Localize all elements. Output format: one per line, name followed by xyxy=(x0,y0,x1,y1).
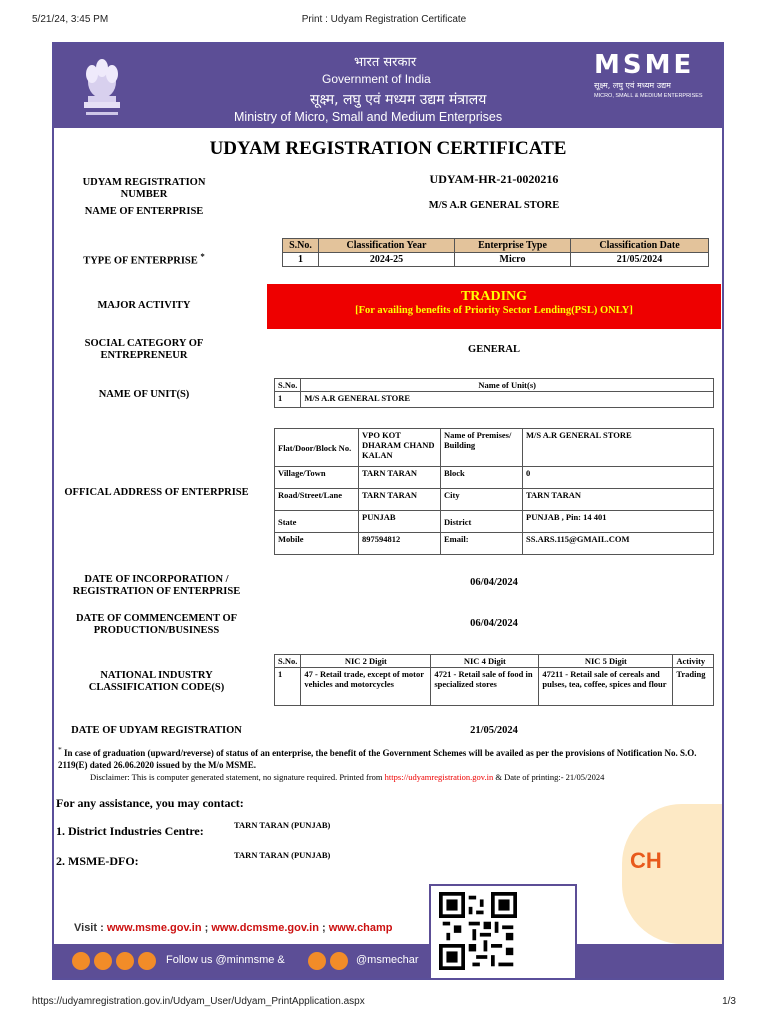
visit-url-dcmsme[interactable]: www.dcmsme.gov.in xyxy=(211,922,319,934)
type-of-enterprise-label xyxy=(64,250,224,268)
cell-classification-date: 21/05/2024 xyxy=(571,253,709,267)
col-sno: S.No. xyxy=(275,655,301,668)
note-star: * xyxy=(58,745,62,754)
qr-code-icon xyxy=(439,892,517,970)
flat-label: Flat/Door/Block No. xyxy=(275,429,359,467)
classification-header-row xyxy=(283,239,709,253)
block-label: Block xyxy=(441,467,523,489)
cell-unit-name: M/S A.R GENERAL STORE xyxy=(301,392,714,408)
certificate-title: UDYAM REGISTRATION CERTIFICATE xyxy=(209,138,567,159)
enterprise-name-label: NAME OF ENTERPRISE xyxy=(84,206,204,217)
print-title: Print : Udyam Registration Certificate xyxy=(301,14,467,25)
nic-label-1: NATIONAL INDUSTRY xyxy=(100,670,213,681)
district-label: District xyxy=(441,511,523,533)
col-activity: Activity xyxy=(673,655,714,668)
msme-logo-hindi: सूक्ष्म, लघु एवं मध्यम उद्यम xyxy=(594,81,671,90)
graduation-note xyxy=(54,744,722,771)
district-value: PUNJAB , Pin: 14 401 xyxy=(523,511,714,533)
ministry-banner xyxy=(54,44,722,128)
cell-sno: 1 xyxy=(275,392,301,408)
address-label: OFFICAL ADDRESS OF ENTERPRISE xyxy=(64,487,249,498)
follow-text: Follow us @minmsme & xyxy=(166,954,285,966)
visit-line xyxy=(74,922,393,934)
road-label: Road/Street/Lane xyxy=(275,489,359,511)
note-text: In case of graduation (upward/reverse) of status of an enterprise, the benefit of the Government Schemes will be availed as per the provisions of Notification No. S.O. 2119(E) dated 26.06.2020 issued by the M/o MSME. xyxy=(58,748,697,770)
dfo-value: TARN TARAN (PUNJAB) xyxy=(234,850,331,860)
email-label: Email: xyxy=(441,533,523,555)
commencement-label-1: DATE OF COMMENCEMENT OF xyxy=(75,613,238,624)
table-row xyxy=(283,253,709,267)
print-url: https://udyamregistration.gov.in/Udyam_User/Udyam_PrintApplication.aspx xyxy=(32,996,365,1007)
cell-activity: Trading xyxy=(673,668,714,706)
dfo-label: 2. MSME-DFO: xyxy=(56,854,139,868)
incorporation-label-2: REGISTRATION OF ENTERPRISE xyxy=(72,586,241,597)
youtube-icon[interactable] xyxy=(116,952,134,970)
major-activity-label: MAJOR ACTIVITY xyxy=(97,300,191,311)
table-row xyxy=(275,467,714,489)
table-row xyxy=(275,429,714,467)
nic-table xyxy=(274,654,714,706)
type-star: * xyxy=(200,251,205,261)
col-sno: S.No. xyxy=(275,379,301,392)
city-value: TARN TARAN xyxy=(523,489,714,511)
email-value: SS.ARS.115@GMAIL.COM xyxy=(523,533,714,555)
city-label: City xyxy=(441,489,523,511)
table-row xyxy=(275,392,714,408)
emblem-icon xyxy=(74,52,130,120)
village-value: TARN TARAN xyxy=(359,467,441,489)
government-of-india: Government of India xyxy=(322,72,431,86)
units-label: NAME OF UNIT(S) xyxy=(98,389,190,400)
units-table xyxy=(274,378,714,408)
col-classification-date: Classification Date xyxy=(571,239,709,253)
visit-separator: ; xyxy=(204,922,209,934)
col-enterprise-type: Enterprise Type xyxy=(455,239,571,253)
dic-value: TARN TARAN (PUNJAB) xyxy=(234,820,331,830)
print-datetime: 5/21/24, 3:45 PM xyxy=(32,14,109,25)
disclaimer xyxy=(90,772,604,782)
follow-handle-2: @msmechar xyxy=(356,954,419,966)
hindi-ministry: सूक्ष्म, लघु एवं मध्यम उद्यम मंत्रालय xyxy=(310,92,487,108)
commencement-label xyxy=(54,613,259,637)
cell-sno: 1 xyxy=(275,668,301,706)
disclaimer-date: & Date of printing:- 21/05/2024 xyxy=(495,772,605,782)
social-category-label xyxy=(64,338,224,362)
hindi-government: भारत सरकार xyxy=(354,55,417,70)
social-bar xyxy=(54,944,722,978)
visit-url-msme[interactable]: www.msme.gov.in xyxy=(106,922,202,934)
reg-number-value: UDYAM-HR-21-0020216 xyxy=(429,172,559,186)
champions-text: CH xyxy=(630,848,662,873)
facebook-icon[interactable] xyxy=(308,952,326,970)
state-value: PUNJAB xyxy=(359,511,441,533)
enterprise-name-value: M/S A.R GENERAL STORE xyxy=(428,200,560,211)
cell-nic5: 47211 - Retail sale of cereals and pulses, tea, coffee, spices and flour xyxy=(539,668,673,706)
classification-table xyxy=(282,238,709,267)
table-row xyxy=(275,511,714,533)
commencement-value: 06/04/2024 xyxy=(470,618,518,629)
visit-prefix: Visit : xyxy=(74,922,104,934)
qr-code-box xyxy=(429,884,577,980)
twitter-icon[interactable] xyxy=(330,952,348,970)
nic-label-2: CLASSIFICATION CODE(S) xyxy=(88,682,225,693)
certificate xyxy=(52,42,724,980)
instagram-icon[interactable] xyxy=(94,952,112,970)
cell-enterprise-type: Micro xyxy=(455,253,571,267)
print-header xyxy=(32,14,736,30)
mobile-label: Mobile xyxy=(275,533,359,555)
msme-logo-subtitle: MICRO, SMALL & MEDIUM ENTERPRISES xyxy=(594,93,703,99)
disclaimer-link[interactable]: https://udyamregistration.gov.in xyxy=(384,772,494,782)
nic-label xyxy=(54,670,259,694)
msme-logo: MSME xyxy=(594,50,695,80)
dic-label: 1. District Industries Centre: xyxy=(56,824,204,838)
table-row xyxy=(275,489,714,511)
units-header-row xyxy=(275,379,714,392)
visit-separator: ; xyxy=(322,922,326,934)
commencement-label-2: PRODUCTION/BUSINESS xyxy=(93,625,220,636)
col-nic4: NIC 4 Digit xyxy=(431,655,539,668)
incorporation-value: 06/04/2024 xyxy=(470,577,518,588)
type-of-enterprise-text: TYPE OF ENTERPRISE xyxy=(83,255,198,267)
cell-nic2: 47 - Retail trade, except of motor vehicles and motorcycles xyxy=(301,668,431,706)
major-activity-box xyxy=(267,284,721,329)
major-activity-value: TRADING xyxy=(460,289,528,304)
col-nic5: NIC 5 Digit xyxy=(539,655,673,668)
address-table xyxy=(274,428,714,555)
disclaimer-text: Disclaimer: This is computer generated statement, no signature required. Printed from xyxy=(90,772,383,782)
col-unit-name: Name of Unit(s) xyxy=(301,379,714,392)
ministry-name: Ministry of Micro, Small and Medium Enterprises xyxy=(234,110,503,124)
state-label: State xyxy=(275,511,359,533)
nic-header-row xyxy=(275,655,714,668)
premises-value: M/S A.R GENERAL STORE xyxy=(523,429,714,467)
incorporation-label-1: DATE OF INCORPORATION / xyxy=(84,574,229,585)
twitter-icon[interactable] xyxy=(138,952,156,970)
cell-classification-year: 2024-25 xyxy=(319,253,455,267)
col-classification-year: Classification Year xyxy=(319,239,455,253)
page-number: 1/3 xyxy=(722,996,736,1007)
road-value: TARN TARAN xyxy=(359,489,441,511)
cell-nic4: 4721 - Retail sale of food in specialized stores xyxy=(431,668,539,706)
major-activity-note: [For availing benefits of Priority Sector Lending(PSL) ONLY] xyxy=(355,305,633,316)
visit-url-champions[interactable]: www.champ xyxy=(328,922,393,934)
social-category-label-1: SOCIAL CATEGORY OF xyxy=(84,338,204,349)
premises-label: Name of Premises/ Building xyxy=(441,429,523,467)
print-footer xyxy=(32,996,736,1012)
cell-sno: 1 xyxy=(283,253,319,267)
social-category-label-2: ENTREPRENEUR xyxy=(100,350,188,361)
flat-value: VPO KOT DHARAM CHAND KALAN xyxy=(359,429,441,467)
assistance-heading: For any assistance, you may contact: xyxy=(56,796,244,810)
social-category-value: GENERAL xyxy=(468,344,520,355)
facebook-icon[interactable] xyxy=(72,952,90,970)
mobile-value: 897594812 xyxy=(359,533,441,555)
col-sno: S.No. xyxy=(283,239,319,253)
incorporation-label xyxy=(54,574,259,598)
champions-decoration xyxy=(622,804,724,944)
village-label: Village/Town xyxy=(275,467,359,489)
reg-number-label: UDYAM REGISTRATION NUMBER xyxy=(82,177,206,200)
udyam-date-label: DATE OF UDYAM REGISTRATION xyxy=(71,725,242,736)
table-row xyxy=(275,533,714,555)
col-nic2: NIC 2 Digit xyxy=(301,655,431,668)
table-row xyxy=(275,668,714,706)
udyam-date-value: 21/05/2024 xyxy=(470,725,518,736)
block-value: 0 xyxy=(523,467,714,489)
